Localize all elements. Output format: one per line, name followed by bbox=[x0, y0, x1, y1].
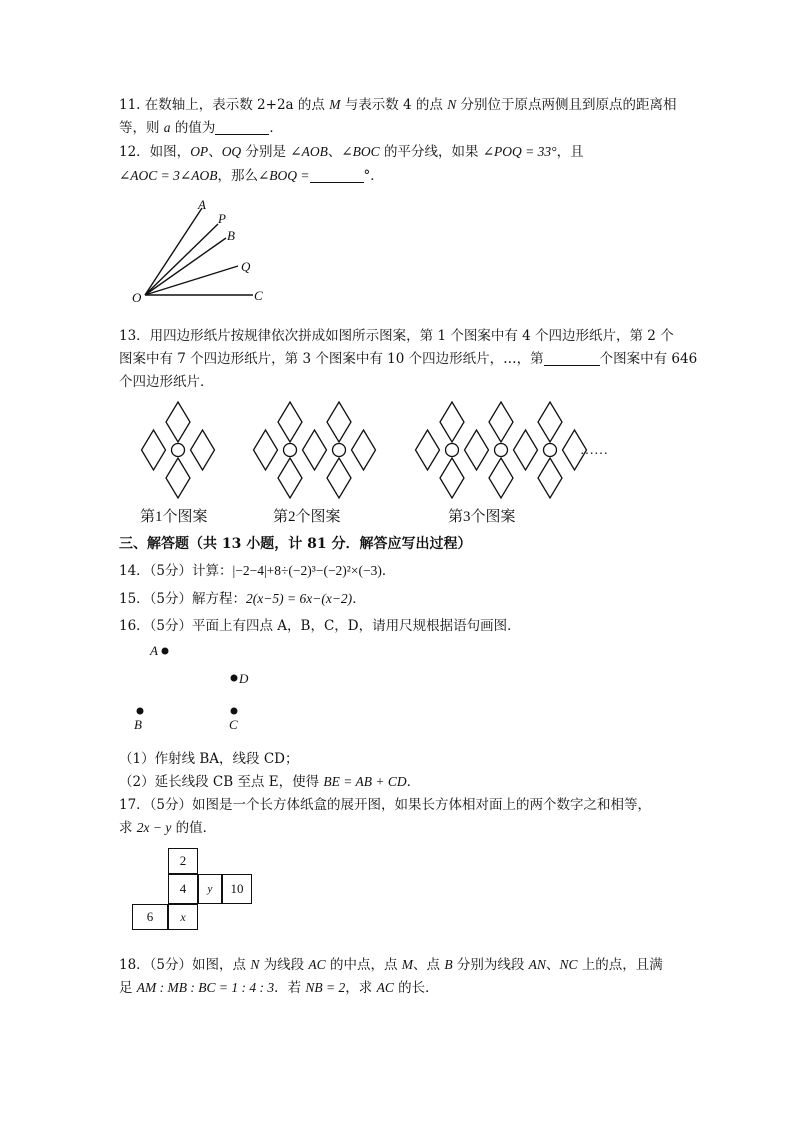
label-point-c: C bbox=[229, 717, 238, 732]
q13-pattern-figure bbox=[130, 396, 630, 526]
q12-line2 bbox=[119, 165, 679, 187]
q16-step2-text: （2）延长线段 CB 至点 E，使得 bbox=[119, 774, 324, 790]
q14-expression: |−2−4|+8÷(−2)³−(−2)²×(−3) bbox=[232, 563, 382, 578]
pattern-3 bbox=[416, 402, 587, 498]
q17-text: 求 bbox=[119, 820, 137, 836]
rhombus-tile bbox=[303, 430, 327, 470]
caption-pattern-3: 第3个图案 bbox=[448, 509, 516, 525]
q12-oq: OQ bbox=[221, 144, 242, 159]
q12-text: 分别是 bbox=[241, 144, 291, 160]
q13-text: 图案中有 7 个四边形纸片，第 3 个图案中有 10 个四边形纸片，…，第 bbox=[119, 351, 544, 367]
q18-text: 上的点，且满 bbox=[577, 957, 663, 973]
q12-angle-boc: ∠BOC bbox=[341, 144, 380, 159]
q18-text: 分别为线段 bbox=[452, 957, 529, 973]
q17-box-net bbox=[132, 848, 262, 928]
net-face-right: 10 bbox=[222, 874, 252, 904]
rhombus-tile bbox=[465, 430, 489, 470]
q15-text: 15．（5分）解方程： bbox=[119, 591, 247, 607]
label-b: B bbox=[227, 228, 235, 243]
point-d bbox=[231, 675, 238, 682]
q11-var-n: N bbox=[447, 97, 457, 112]
q12-text: 、 bbox=[208, 144, 222, 160]
net-face-mid: 4 bbox=[168, 874, 198, 904]
ray-oa bbox=[145, 208, 202, 295]
q14-text: 14．（5分）计算： bbox=[119, 563, 233, 579]
q12-angle-aob: ∠AOB bbox=[290, 144, 328, 159]
q13-text: 个图案中有 646 bbox=[599, 351, 698, 367]
label-c: C bbox=[254, 288, 263, 303]
q15-equation: 2(x−5) = 6x−(x−2) bbox=[246, 591, 353, 606]
rhombus-tile bbox=[166, 458, 190, 498]
point-b bbox=[137, 708, 144, 715]
q16-step2 bbox=[119, 771, 679, 793]
q16-line bbox=[119, 615, 679, 637]
q11-line1 bbox=[119, 94, 679, 116]
q18-line2 bbox=[119, 977, 679, 999]
label-point-a: A bbox=[150, 643, 158, 658]
rhombus-tile bbox=[538, 458, 562, 498]
q13-answer-blank[interactable] bbox=[544, 351, 600, 366]
rhombus-tile bbox=[489, 458, 513, 498]
label-point-d: D bbox=[239, 671, 249, 686]
q12-text: °． bbox=[363, 168, 384, 184]
q18-text: 为线段 bbox=[259, 957, 309, 973]
q12-angle-poq: ∠POQ = 33° bbox=[482, 144, 557, 159]
q11-answer-blank[interactable] bbox=[215, 120, 269, 135]
rhombus-tile bbox=[514, 430, 538, 470]
q16-step1 bbox=[119, 748, 679, 770]
pattern-1 bbox=[142, 402, 215, 498]
label-p: P bbox=[218, 211, 226, 226]
q17-line1 bbox=[119, 794, 679, 816]
pattern-ellipsis: …… bbox=[580, 443, 608, 458]
q11-text: 的值为 bbox=[170, 120, 216, 136]
q16-step2-text: ． bbox=[406, 774, 421, 790]
q11-text: 等，则 bbox=[119, 120, 164, 136]
q13-text: 13．用四边形纸片按规律依次拼成如图所示图案，第 1 个图案中有 4 个四边形纸片，第 2 个 bbox=[119, 328, 674, 344]
rhombus-tile bbox=[352, 430, 376, 470]
q11-line2 bbox=[119, 117, 679, 139]
q11-text: 11. 在数轴上，表示数 2+2a 的点 bbox=[119, 97, 330, 113]
q16-text: 16．（5分）平面上有四点 A，B，C，D，请用尺规根据语句画图． bbox=[119, 618, 521, 634]
q12-answer-blank[interactable] bbox=[310, 168, 364, 183]
pattern-2 bbox=[254, 402, 376, 498]
net-face-left: 6 bbox=[132, 904, 168, 930]
rhombus-tile bbox=[416, 430, 440, 470]
q15-text: ． bbox=[352, 591, 366, 607]
net-face-y: y bbox=[198, 874, 222, 904]
q12-text: ，那么 bbox=[217, 168, 258, 184]
pattern-circle bbox=[284, 444, 297, 457]
q18-text: ，求 bbox=[345, 980, 377, 996]
rhombus-tile bbox=[440, 402, 464, 442]
q13-line3 bbox=[119, 371, 679, 393]
q16-points-figure bbox=[130, 640, 270, 735]
label-o: O bbox=[132, 290, 142, 305]
q13-text: 个四边形纸片． bbox=[119, 374, 214, 390]
q13-line2 bbox=[119, 348, 698, 370]
q18-text: 18．（5分）如图，点 bbox=[119, 957, 251, 973]
q12-angle-figure bbox=[120, 192, 280, 307]
q17-line2 bbox=[119, 817, 679, 839]
q15-line bbox=[119, 588, 679, 610]
q18-var: AC bbox=[308, 957, 326, 972]
q18-nb: NB = 2 bbox=[305, 980, 346, 995]
q18-text: 足 bbox=[119, 980, 137, 996]
label-point-b: B bbox=[134, 717, 142, 732]
q13-line1 bbox=[119, 325, 679, 347]
q11-text: 分别位于原点两侧且到原点的距离相 bbox=[456, 97, 677, 113]
q17-text: 17．（5分）如图是一个长方体纸盒的展开图，如果长方体相对面上的两个数字之和相等， bbox=[119, 797, 652, 813]
pattern-circle bbox=[495, 444, 508, 457]
rhombus-tile bbox=[142, 430, 166, 470]
q14-line bbox=[119, 560, 679, 582]
rhombus-tile bbox=[327, 402, 351, 442]
q18-text: 的长． bbox=[393, 980, 439, 996]
rhombus-tile bbox=[327, 458, 351, 498]
q12-text: 12．如图， bbox=[119, 144, 191, 160]
pattern-circle bbox=[446, 444, 459, 457]
pattern-circle bbox=[544, 444, 557, 457]
rhombus-tile bbox=[538, 402, 562, 442]
q18-var: AN bbox=[528, 957, 546, 972]
q12-text: 的平分线，如果 bbox=[379, 144, 483, 160]
q17-expression: 2x − y bbox=[136, 820, 172, 835]
q18-var: AC bbox=[376, 980, 394, 995]
rhombus-tile bbox=[440, 458, 464, 498]
q12-condition: ∠AOC = 3∠AOB bbox=[119, 168, 218, 183]
q11-text: ． bbox=[269, 120, 283, 136]
rhombus-tile bbox=[489, 402, 513, 442]
q11-var-m: M bbox=[329, 97, 341, 112]
q12-line1 bbox=[119, 141, 679, 163]
q14-text: ． bbox=[381, 563, 396, 579]
q18-var: N bbox=[250, 957, 260, 972]
point-c bbox=[231, 708, 238, 715]
rhombus-tile bbox=[278, 458, 302, 498]
q11-var-a: a bbox=[163, 120, 171, 135]
q18-text: ．若 bbox=[274, 980, 306, 996]
q18-text: 、点 bbox=[413, 957, 445, 973]
rhombus-tile bbox=[191, 430, 215, 470]
q12-text: 、 bbox=[327, 144, 342, 160]
q18-var: B bbox=[444, 957, 453, 972]
label-a: A bbox=[198, 197, 206, 212]
q16-step2-expression: BE = AB + CD bbox=[323, 774, 407, 789]
q18-line1 bbox=[119, 954, 679, 976]
q16-step1-text: （1）作射线 BA，线段 CD； bbox=[119, 751, 299, 767]
q18-ratio: AM : MB : BC = 1 : 4 : 3 bbox=[136, 980, 275, 995]
net-face-x: x bbox=[168, 904, 198, 930]
pattern-circle bbox=[172, 444, 185, 457]
point-a bbox=[162, 648, 169, 655]
q18-var: NC bbox=[559, 957, 578, 972]
rhombus-tile bbox=[166, 402, 190, 442]
section3-title-text: 三、解答题（共 13 小题，计 81 分．解答应写出过程） bbox=[119, 536, 472, 552]
rhombus-tile bbox=[278, 402, 302, 442]
caption-pattern-2: 第2个图案 bbox=[273, 509, 341, 525]
section3-title bbox=[119, 533, 679, 555]
q12-angle-boq: ∠BOQ = bbox=[257, 168, 310, 183]
q17-text: 的值． bbox=[171, 820, 217, 836]
q18-text: 、 bbox=[545, 957, 560, 973]
rhombus-tile bbox=[254, 430, 278, 470]
pattern-circle bbox=[333, 444, 346, 457]
caption-pattern-1: 第1个图案 bbox=[140, 509, 208, 525]
label-q: Q bbox=[241, 259, 251, 274]
q12-text: ，且 bbox=[556, 144, 584, 160]
q18-var: M bbox=[401, 957, 414, 972]
q18-text: 的中点，点 bbox=[325, 957, 402, 973]
q11-text: 与表示数 4 的点 bbox=[340, 97, 448, 113]
net-face-top: 2 bbox=[168, 848, 198, 874]
ray-ob bbox=[145, 238, 226, 295]
q12-op: OP bbox=[190, 144, 209, 159]
